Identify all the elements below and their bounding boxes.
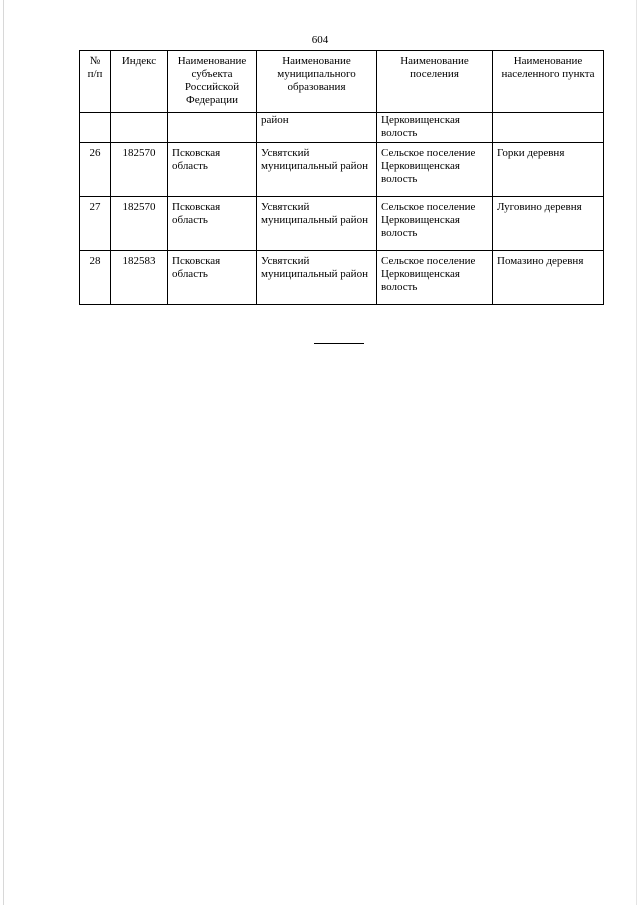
cell-settlement: Церковищенская волость [377,113,493,143]
cell-locality [493,113,604,143]
header-locality: Наименование населенного пункта [493,51,604,113]
header-subject: Наименование субъекта Российской Федерации [168,51,257,113]
cell-number [80,113,111,143]
cell-index: 182583 [111,251,168,305]
cell-locality: Помазино деревня [493,251,604,305]
table-row [80,143,604,197]
cell-settlement: Сельское поселение Церковищенская волость [377,251,493,305]
scan-edge-right [636,0,637,905]
cell-index [111,113,168,143]
cell-settlement: Сельское поселение Церковищенская волость [377,143,493,197]
page-number: 604 [311,34,329,46]
cell-subject [168,113,257,143]
end-of-table-rule [314,343,364,344]
cell-subject: Псковская область [168,251,257,305]
table-row [80,197,604,251]
header-municipality: Наименование муниципального образования [257,51,377,113]
table-row-continuation [80,113,604,143]
cell-locality: Луговино деревня [493,197,604,251]
header-index: Индекс [111,51,168,113]
cell-index: 182570 [111,197,168,251]
cell-municipality: район [257,113,377,143]
settlements-table [79,50,604,305]
cell-municipality: Усвятский муниципальный район [257,197,377,251]
cell-subject: Псковская область [168,143,257,197]
cell-municipality: Усвятский муниципальный район [257,143,377,197]
table-header-row [80,51,604,113]
cell-index: 182570 [111,143,168,197]
table-row [80,251,604,305]
cell-number: 26 [80,143,111,197]
cell-subject: Псковская область [168,197,257,251]
cell-municipality: Усвятский муниципальный район [257,251,377,305]
cell-number: 28 [80,251,111,305]
header-settlement: Наименование поселения [377,51,493,113]
scan-edge-left [3,0,4,905]
cell-settlement: Сельское поселение Церковищенская волость [377,197,493,251]
cell-locality: Горки деревня [493,143,604,197]
cell-number: 27 [80,197,111,251]
header-number: № п/п [80,51,111,113]
